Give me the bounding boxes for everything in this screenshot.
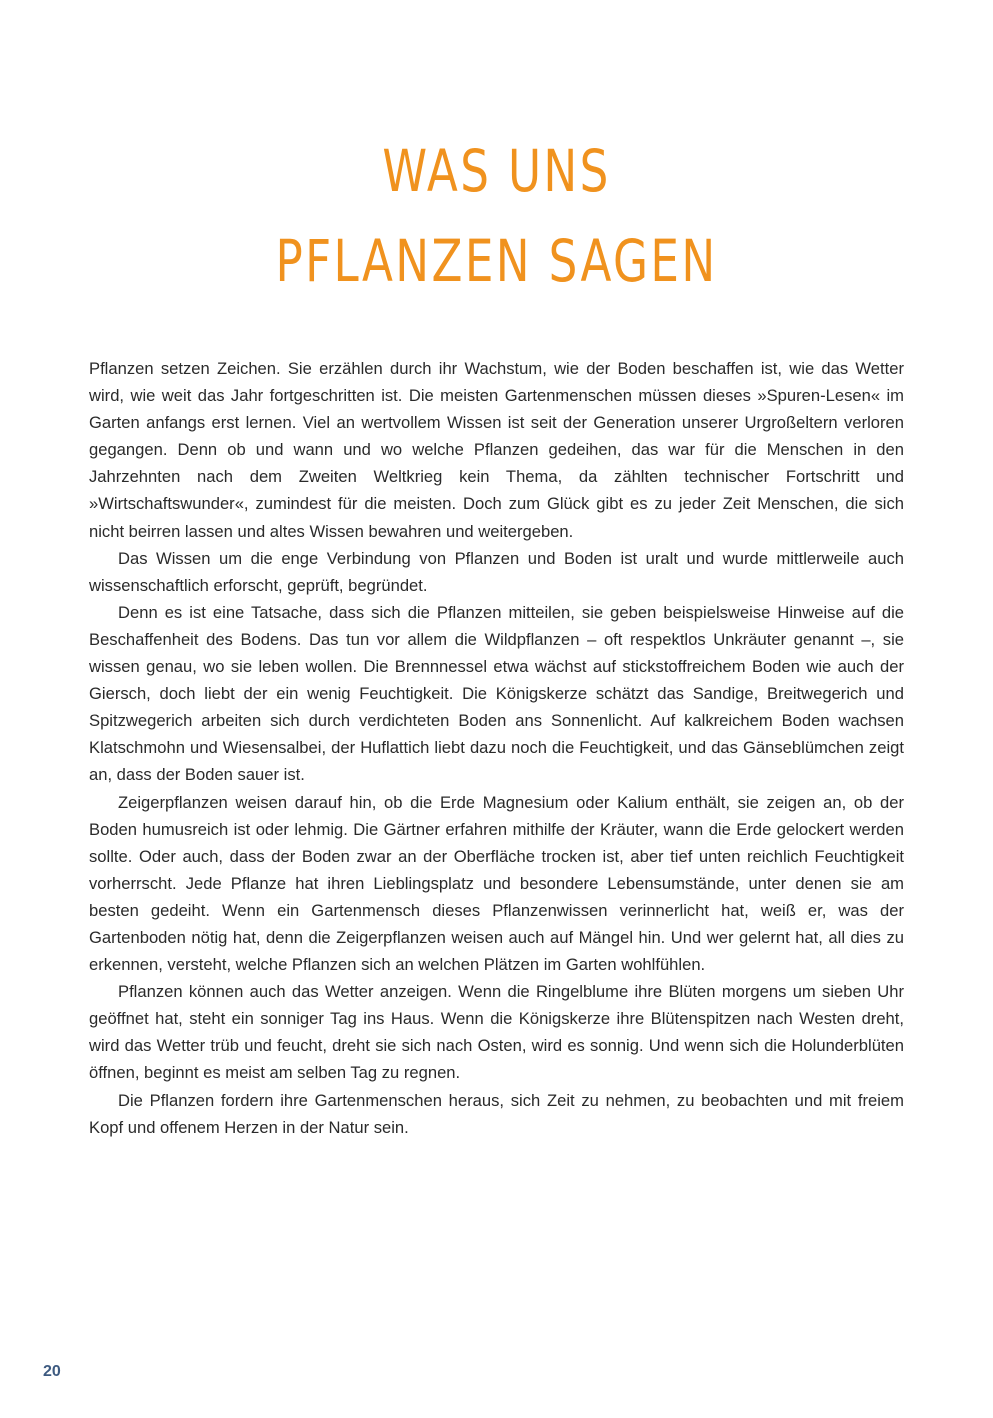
paragraph-4: Zeigerpflanzen weisen darauf hin, ob die Erde Magnesium oder Kalium enthält, sie zeigen an, ob der Boden humusreich ist oder lehmig. Die Gärtner erfahren mithilfe der Kräuter, wann die Erde gelockert werden sollte. Oder auch, dass der Boden zwar an der Oberfläche trocken ist, aber tief unten reichlich Feuchtigkeit vorherrscht. Jede Pflanze hat ihren Lieblingsplatz und besondere Lebensumstände, unter denen sie am besten gedeiht. Wenn ein Gartenmensch dieses Pflanzenwissen verinnerlicht hat, weiß er, was der Gartenboden nötig hat, denn die Zeigerpflanzen weisen auch auf Mängel hin. Und wer gelernt hat, all dies zu erkennen, versteht, welche Pflanzen sich an welchen Plätzen im Garten wohlfühlen. xyxy=(89,792,904,975)
paragraph-6: Die Pflanzen fordern ihre Gartenmenschen heraus, sich Zeit zu nehmen, zu beobachten und mit freiem Kopf und offenem Herzen in der Natur sein. xyxy=(89,1090,904,1137)
page-number: 20 xyxy=(43,1363,61,1380)
paragraph-2: Das Wissen um die enge Verbindung von Pflanzen und Boden ist uralt und wurde mittlerweile auch wissenschaftlich erforscht, geprüft, begründet. xyxy=(89,548,904,595)
paragraph-3: Denn es ist eine Tatsache, dass sich die Pflanzen mitteilen, sie geben beispielsweise Hinweise auf die Beschaffenheit des Bodens. Das tun vor allem die Wildpflanzen – oft respektlos Unkräuter genannt –, sie wissen genau, wo sie leben wollen. Die Brennnessel etwa wächst auf stickstoffreichem Boden wie auch der Giersch, doch liebt der ein wenig Feuchtigkeit. Die Königskerze schätzt das Sandige, Breitwegerich und Spitzwegerich arbeiten sich durch verdichteten Boden ans Sonnenlicht. Auf kalkreichem Boden wachsen Klatschmohn und Wiesensalbei, der Huflattich liebt dazu noch die Feuchtigkeit, und das Gänseblümchen zeigt an, dass der Boden sauer ist. xyxy=(89,602,904,785)
paragraph-5: Pflanzen können auch das Wetter anzeigen. Wenn die Ringelblume ihre Blüten morgens um sieben Uhr geöffnet hat, steht ein sonniger Tag ins Haus. Wenn die Königskerze ihre Blütenspitzen nach Westen dreht, wird das Wetter trüb und feucht, dreht sie sich nach Osten, wird es sonnig. Und wenn sich die Holunderblüten öffnen, beginnt es meist am selben Tag zu regnen. xyxy=(89,982,904,1083)
chapter-title xyxy=(109,126,884,306)
chapter-title-line-1: WAS UNS xyxy=(382,137,611,205)
body-text xyxy=(89,355,904,1141)
paragraph-1: Pflanzen setzen Zeichen. Sie erzählen durch ihr Wachstum, wie der Boden beschaffen ist, wie das Wetter wird, wie weit das Jahr fortgeschritten ist. Die meisten Gartenmenschen müssen dieses »Spuren-Lesen« im Garten anfangs erst lernen. Viel an wertvollem Wissen ist seit der Generation unserer Urgroßeltern verloren gegangen. Denn ob und wann und wo welche Pflanzen gedeihen, das war für die Menschen in den Jahrzehnten nach dem Zweiten Weltkrieg kein Thema, da zählten technischer Fortschritt und »Wirtschaftswunder«, zumindest für die meisten. Doch zum Glück gibt es zu jeder Zeit Menschen, die sich nicht beirren lassen und altes Wissen bewahren und weitergeben. xyxy=(89,359,904,541)
chapter-title-line-2: PFLANZEN SAGEN xyxy=(275,227,718,295)
